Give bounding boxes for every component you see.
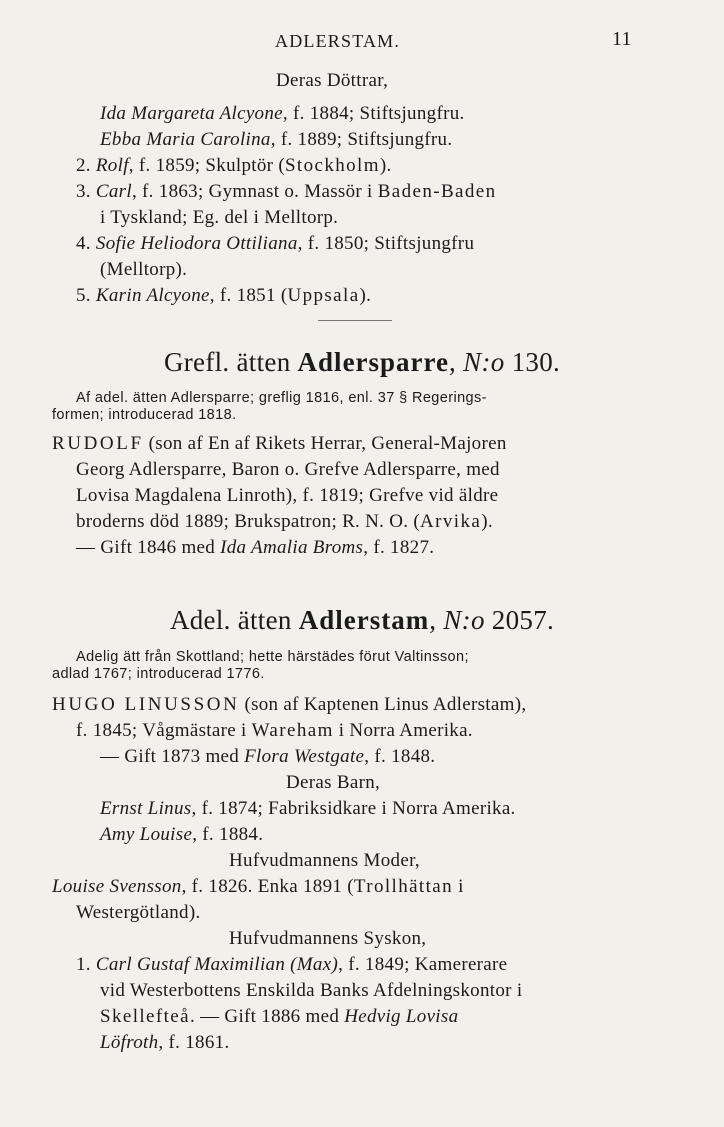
- entry-line: — Gift 1873 med Flora Westgate, f. 1848.: [100, 746, 436, 767]
- entry-line: Ernst Linus, f. 1874; Fabriksidkare i Norra Amerika.: [100, 798, 516, 819]
- entry-line: 5. Karin Alcyone, f. 1851 (Uppsala).: [76, 285, 372, 306]
- heading-description: formen; introducerad 1818.: [52, 407, 237, 423]
- entry-line: Skellefteå. — Gift 1886 med Hedvig Lovisa: [100, 1006, 459, 1027]
- heading-description: Af adel. ätten Adlersparre; greflig 1816, enl. 37 § Regerings-: [76, 390, 487, 406]
- entry-line: — Gift 1846 med Ida Amalia Broms, f. 1827.: [76, 537, 435, 558]
- entry-line: i Tyskland; Eg. del i Melltorp.: [100, 207, 339, 228]
- entry-line: Löfroth, f. 1861.: [100, 1032, 230, 1053]
- entry-line: 1. Carl Gustaf Maximilian (Max), f. 1849; Kamererare: [76, 954, 508, 975]
- heading-description: adlad 1767; introducerad 1776.: [52, 666, 265, 682]
- entry-line: HUGO LINUSSON (son af Kaptenen Linus Adlerstam),: [52, 694, 527, 715]
- entry-line: Louise Svensson, f. 1826. Enka 1891 (Trollhättan i: [52, 876, 464, 897]
- heading-description: Adelig ätt från Skottland; hette härstädes förut Valtinsson;: [76, 649, 469, 665]
- entry-line: 2. Rolf, f. 1859; Skulptör (Stockholm).: [76, 155, 392, 176]
- entry-line: Lovisa Magdalena Linroth), f. 1819; Grefve vid äldre: [76, 485, 499, 506]
- separator-rule: [318, 320, 392, 321]
- page-number: 11: [612, 28, 632, 50]
- entry-line: (Melltorp).: [100, 259, 188, 280]
- entry-line: Westergötland).: [76, 902, 201, 923]
- entry-line: RUDOLF (son af En af Rikets Herrar, General-Majoren: [52, 433, 507, 454]
- entry-line: Amy Louise, f. 1884.: [100, 824, 264, 845]
- entry-line: Georg Adlersparre, Baron o. Grefve Adlersparre, med: [76, 459, 500, 480]
- entry-line: vid Westerbottens Enskilda Banks Afdelningskontor i: [100, 980, 523, 1001]
- subhead-deras-barn: Deras Barn,: [286, 772, 381, 793]
- entry-line: Ebba Maria Carolina, f. 1889; Stiftsjungfru.: [100, 129, 453, 150]
- entry-line: 4. Sofie Heliodora Ottiliana, f. 1850; Stiftsjungfru: [76, 233, 475, 254]
- heading-adlerstam: Adel. ätten Adlerstam, N:o 2057.: [169, 605, 555, 635]
- entry-line: Ida Margareta Alcyone, f. 1884; Stiftsjungfru.: [100, 103, 465, 124]
- entry-line: f. 1845; Vågmästare i Wareham i Norra Amerika.: [76, 720, 473, 741]
- entry-line: broderns död 1889; Brukspatron; R. N. O. (Arvika).: [76, 511, 493, 532]
- subhead-syskon: Hufvudmannens Syskon,: [229, 928, 427, 949]
- entry-line: 3. Carl, f. 1863; Gymnast o. Massör i Baden-Baden: [76, 181, 497, 202]
- heading-adlersparre: Grefl. ätten Adlersparre, N:o 130.: [163, 347, 561, 377]
- subhead-moder: Hufvudmannens Moder,: [229, 850, 420, 871]
- running-title: ADLERSTAM.: [275, 31, 401, 51]
- subhead-deras-dottrar: Deras Döttrar,: [276, 70, 389, 91]
